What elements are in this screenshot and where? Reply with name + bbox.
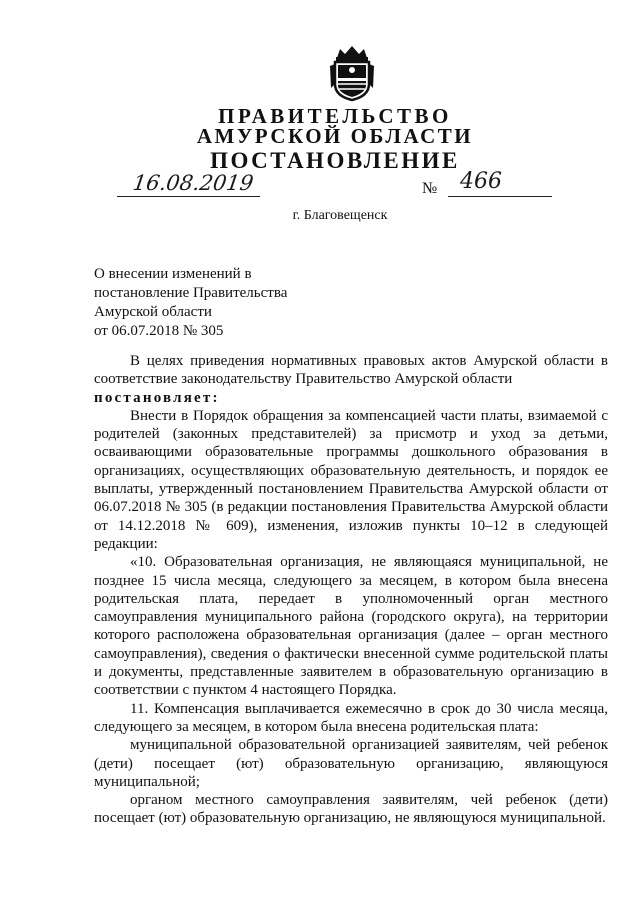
document-subject <box>94 265 287 341</box>
body-paragraph: 11. Компенсация выплачивается ежемесячно в срок до 30 числа месяца, следующего за месяцем, в котором была внесена родительская плата: <box>94 700 608 735</box>
body-paragraph: органом местного самоуправления заявителям, чей ребенок (дети) посещает (ют) образовательную организацию, не являющуюся муниципальной. <box>94 792 608 827</box>
subject-line: от 06.07.2018 № 305 <box>94 323 224 339</box>
date-underline <box>117 196 260 197</box>
number-underline <box>448 196 552 197</box>
subject-line: Амурской области <box>94 304 212 320</box>
decree-word-paragraph <box>94 389 608 407</box>
document-type-title: ПОСТАНОВЛЕНИЕ <box>210 148 460 173</box>
city-name: г. Благовещенск <box>292 208 388 223</box>
body-paragraph: «10. Образовательная организация, не являющаяся муниципальной, не позднее 15 числа месяца, следующего за месяцем, в котором была внесена родительская плата, передает в уполномоченный орган местного самоуправления муниципального района (городского округа), на территории которого расположена образовательная организация (далее – орган местного самоуправления), сведения о фактически внесенной сумме родительской платы и документы, представленные заявителем в образовательную организацию в соответствии с пунктом 4 настоящего Порядка. <box>94 554 608 699</box>
government-name-line2: АМУРСКОЙ ОБЛАСТИ <box>196 124 474 148</box>
document-date: 16.08.2019 <box>131 171 255 195</box>
document-number: 466 <box>460 169 502 194</box>
document-body <box>94 352 608 828</box>
subject-line: постановление Правительства <box>94 285 288 301</box>
subject-line: О внесении изменений в <box>94 266 252 282</box>
body-paragraph: Внести в Порядок обращения за компенсацией части платы, взимаемой с родителей (законных представителей) за присмотр и уход за детьми, осваивающими образовательные программы дошкольного образования в организациях, осуществляющих образовательную деятельность, и порядок ее выплаты, утвержденный постановлением Правительства Амурской области от 06.07.2018 № 305 (в редакции постановления Правительства Амурской области от 14.12.2018 № 609), изменения, изложив пункты 10–12 в следующей редакции: <box>94 407 608 552</box>
coat-of-arms-icon <box>327 44 377 102</box>
government-name-line1: ПРАВИТЕЛЬСТВО <box>218 104 452 128</box>
number-sign: № <box>422 180 438 197</box>
preamble-paragraph: В целях приведения нормативных правовых актов Амурской области в соответствие законодательству Правительство Амурской области <box>94 353 608 388</box>
body-paragraph: муниципальной образовательной организацией заявителям, чей ребенок (дети) посещает (ют) образовательную организацию, являющуюся муниципальной; <box>94 737 608 790</box>
decree-word: постановляет: <box>94 389 220 406</box>
